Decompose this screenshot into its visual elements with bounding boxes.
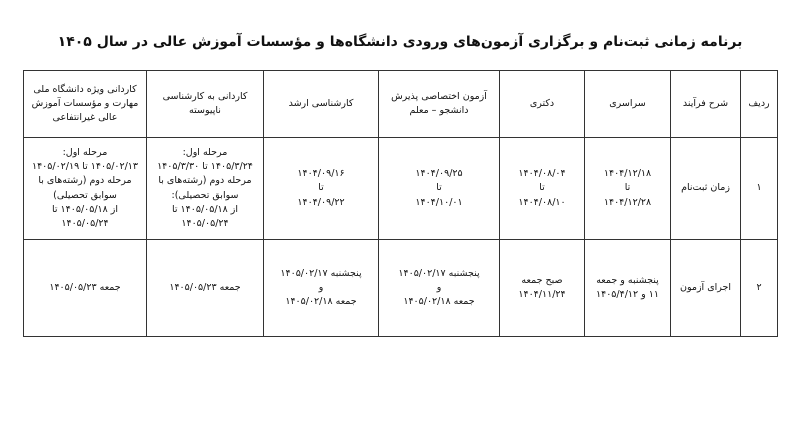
associate-special-cell [24, 138, 147, 240]
sarasari-cell [585, 240, 671, 337]
teacher-exam-cell [379, 138, 500, 240]
cell-line: ۱۴۰۵/۰۵/۲۴ [181, 218, 229, 229]
cell-line: مرحله اول: [62, 146, 108, 158]
header-sarasari: سراسری [585, 71, 671, 138]
sarasari-cell [585, 138, 671, 240]
teacher-exam-cell [379, 240, 500, 337]
cell-line: پنجشنبه ۱۴۰۵/۰۲/۱۷ [280, 267, 362, 279]
doctorate-cell [500, 138, 585, 240]
cell-line: ۱۴۰۴/۱۲/۲۸ [603, 196, 652, 208]
process-label: زمان ثبت‌نام [671, 138, 741, 240]
table-row [24, 138, 778, 240]
doctorate-cell [500, 240, 585, 337]
cell-line: پنجشنبه و جمعه [596, 274, 659, 286]
associate-to-bachelor-cell [147, 240, 264, 337]
cell-line: ۱۴۰۴/۰۹/۲۲ [297, 196, 345, 208]
cell-line: پنجشنبه ۱۴۰۵/۰۲/۱۷ [398, 267, 480, 279]
page-title: برنامه زمانی ثبت‌نام و برگزاری آزمون‌های ورودی دانشگاه‌ها و مؤسسات آموزش عالی در سال ۱۴۰۵ [57, 34, 743, 50]
cell-line: جمعه ۱۴۰۵/۰۲/۱۸ [285, 296, 357, 308]
cell-line: تا [436, 182, 442, 194]
cell-line: ۱۴۰۴/۱۱/۲۴ [518, 289, 566, 300]
cell-line: و [436, 281, 442, 293]
cell-line: ۱۴۰۵/۰۵/۲۴ [61, 218, 109, 229]
cell-line: ۱۴۰۵/۰۲/۱۳ تا ۱۴۰۵/۰۲/۱۹ [31, 161, 139, 172]
header-doctorate: دکتری [500, 71, 585, 138]
cell-line: ۱۴۰۴/۰۸/۰۴ [518, 168, 566, 180]
cell-line: ۱۴۰۴/۰۹/۱۶ [297, 168, 345, 180]
cell-line: ۱۴۰۴/۰۹/۲۵ [415, 168, 463, 180]
associate-special-cell [24, 240, 147, 337]
cell-line: و [318, 281, 324, 293]
cell-line: مرحله دوم (رشته‌های با [38, 175, 132, 187]
cell-line: تا [539, 182, 545, 194]
cell-line: تا [624, 182, 631, 194]
cell-line: مرحله دوم (رشته‌های با [158, 175, 252, 187]
header-masters: کارشناسی ارشد [264, 71, 379, 138]
exam-schedule-table [23, 70, 778, 337]
header-associate-to-bachelor: کاردانی به کارشناسی ناپیوسته [147, 71, 264, 138]
cell-line: جمعه ۱۴۰۵/۰۲/۱۸ [403, 296, 475, 308]
table-header-row [24, 71, 778, 138]
cell-line: جمعه ۱۴۰۵/۰۵/۲۳ [49, 281, 121, 293]
associate-to-bachelor-cell [147, 138, 264, 240]
row-index: ۲ [741, 240, 778, 337]
cell-line: ۱۱ و ۱۴۰۵/۴/۱۲ [596, 289, 659, 300]
cell-line: صبح جمعه [521, 274, 563, 286]
row-index: ۱ [741, 138, 778, 240]
cell-line: سوابق تحصیلی): [171, 189, 239, 201]
cell-line: تا [318, 182, 324, 194]
header-associate-special: کاردانی ویژه دانشگاه ملی مهارت و مؤسسات آموزش عالی غیرانتفاعی [24, 71, 147, 138]
cell-line: ۱۴۰۴/۱۲/۱۸ [603, 168, 652, 180]
cell-line: جمعه ۱۴۰۵/۰۵/۲۳ [169, 281, 241, 293]
cell-line: مرحله اول: [182, 146, 228, 158]
cell-line: ۱۴۰۴/۱۰/۰۱ [415, 196, 463, 208]
process-label: اجرای آزمون [671, 240, 741, 337]
cell-line: ۱۴۰۵/۳/۲۴ تا ۱۴۰۵/۳/۳۰ [157, 161, 253, 172]
cell-line: سوابق تحصیلی) [53, 189, 117, 201]
header-row-index: ردیف [741, 71, 778, 138]
cell-line: ۱۴۰۴/۰۸/۱۰ [518, 196, 566, 208]
masters-cell [264, 240, 379, 337]
cell-line: از ۱۴۰۵/۰۵/۱۸ تا [171, 203, 239, 215]
header-process: شرح فرآیند [671, 71, 741, 138]
header-teacher-exam: آزمون اختصاصی پذیرش دانشجو – معلم [379, 71, 500, 138]
table-row [24, 240, 778, 337]
masters-cell [264, 138, 379, 240]
cell-line: از ۱۴۰۵/۰۵/۱۸ تا [51, 203, 119, 215]
